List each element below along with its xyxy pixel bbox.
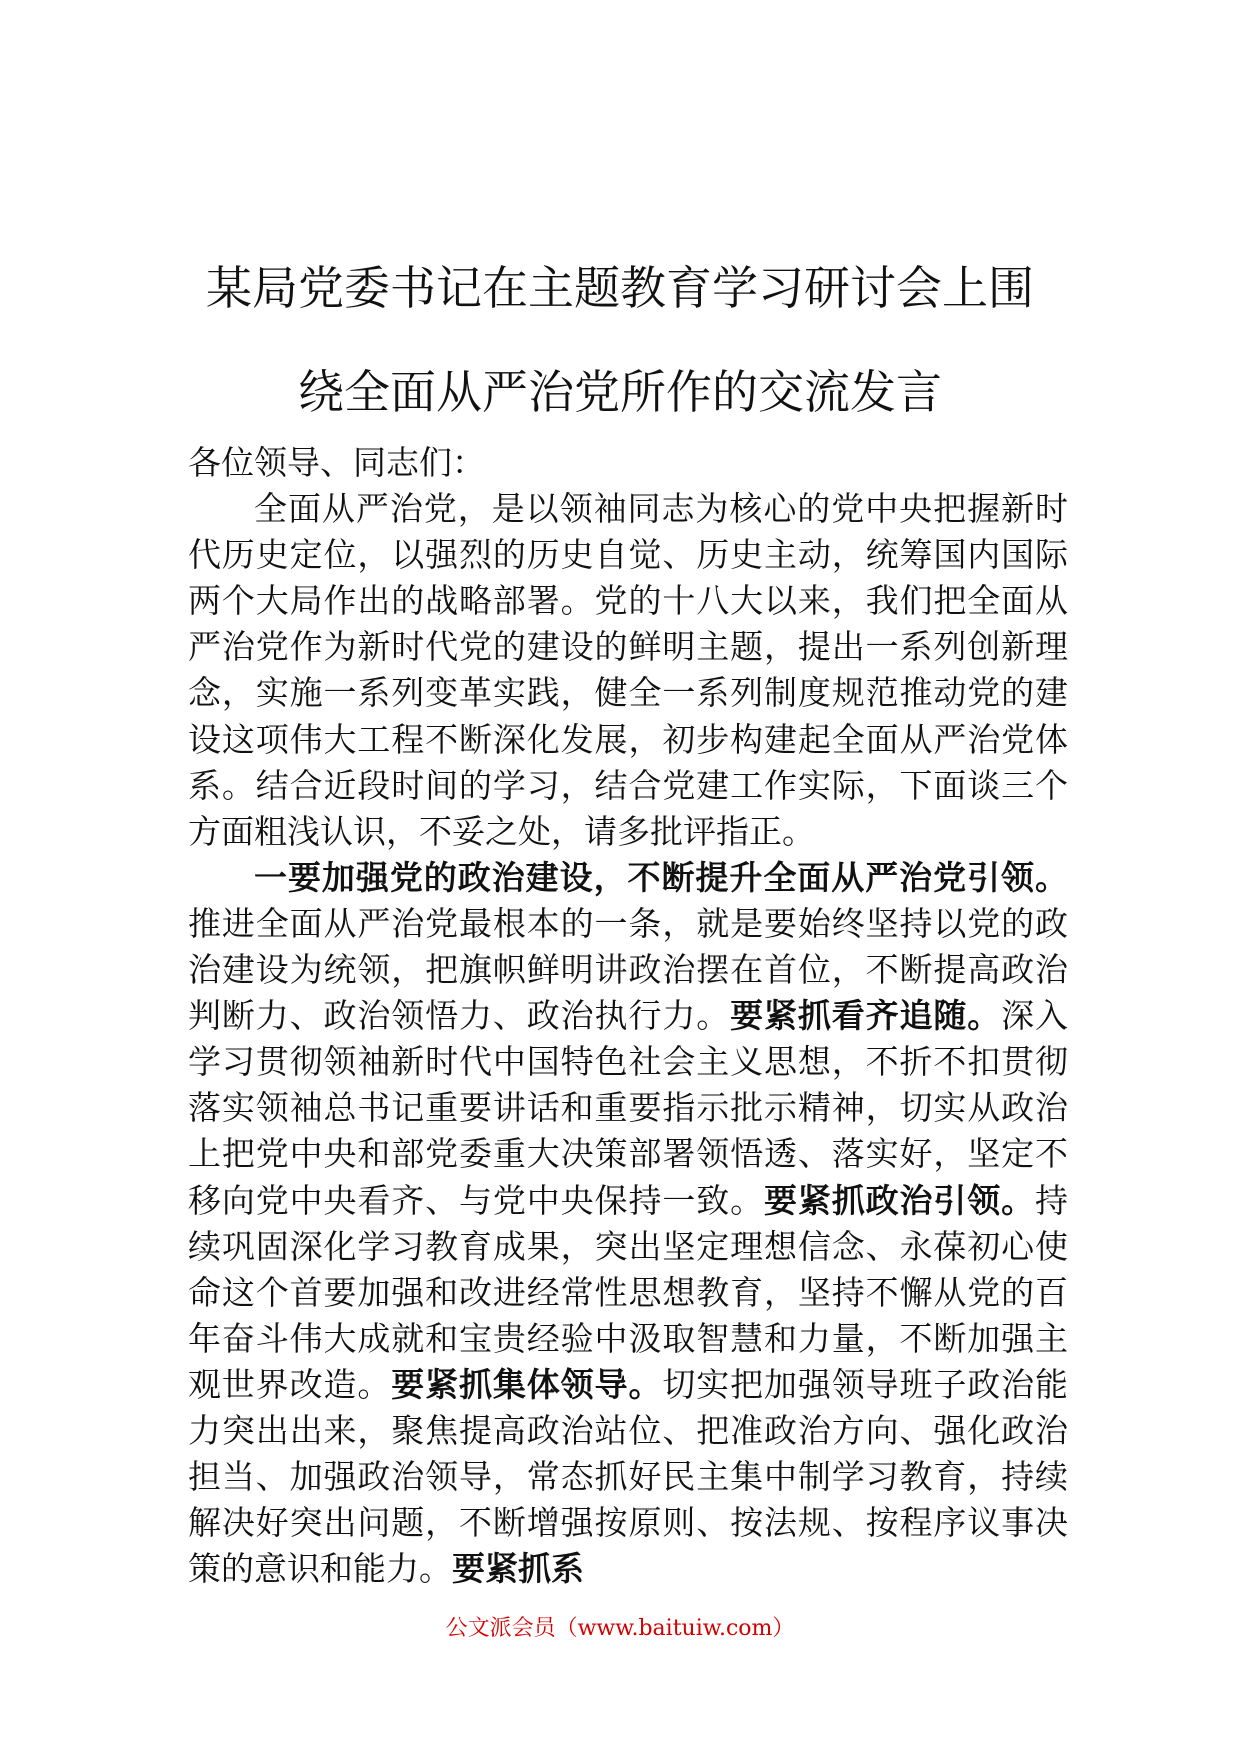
bold-point: 要紧抓系 [452, 1549, 584, 1589]
bold-point: 要紧抓看齐追随。 [730, 996, 1002, 1036]
paragraph-text: 持续巩固深化学习教育成果，突出坚定理想信念、永葆初心使命这个首要加强和改进经常性思想教育，坚持不懈从党的百年奋斗伟大成就和宝贵经验中汲取智慧和力量，不断加强主观世界改造。 [188, 1180, 1069, 1404]
document-title [150, 236, 1090, 444]
paragraph-text: 推进全面从严治党最根本的一条，就是要始终坚持以党的政治建设为统领，把旗帜鲜明讲政治摆在首位，不断提高政治判断力、政治领悟力、政治执行力。 [188, 903, 1068, 1036]
section-heading: 一要加强党的政治建设，不断提升全面从严治党引领。 [254, 857, 1068, 897]
salutation: 各位领导、同志们： [188, 443, 485, 482]
paragraph-intro: 全面从严治党，是以领袖同志为核心的党中央把握新时代历史定位，以强烈的历史自觉、历史主动，统筹国内国际两个大局作出的战略部署。党的十八大以来，我们把全面从严治党作为新时代党的建设的鲜明主题，提出一系列创新理念，实施一系列变革实践，健全一系列制度规范推动党的建设这项伟大工程不断深化发展，初步构建起全面从严治党体系。结合近段时间的学习，结合党建工作实际，下面谈三个方面粗浅认识，不妥之处，请多批评指正。 [188, 489, 1068, 851]
title-line-1: 某局党委书记在主题教育学习研讨会上围 [206, 261, 1034, 315]
document-body [188, 440, 1068, 1592]
bold-point: 要紧抓集体领导。 [391, 1364, 663, 1404]
paragraph-text: 切实把加强领导班子政治能力突出出来，聚焦提高政治站位、把准政治方向、强化政治担当、加强政治领导，常态抓好民主集中制学习教育，持续解决好突出问题，不断增强按原则、按法规、按程序议事决策的意识和能力。 [188, 1364, 1069, 1589]
footer-watermark: 公文派会员（www.baituiw.com） [445, 1616, 795, 1641]
title-line-2: 绕全面从严治党所作的交流发言 [298, 365, 942, 419]
bold-point: 要紧抓政治引领。 [763, 1180, 1036, 1220]
paragraph-political-construction [188, 855, 1068, 1593]
paragraph-text: 深入学习贯彻领袖新时代中国特色社会主义思想，不折不扣贯彻落实领袖总书记重要讲话和重要指示批示精神，切实从政治上把党中央和部党委重大决策部署领悟透、落实好，坚定不移向党中央看齐、与党中央保持一致。 [188, 996, 1069, 1220]
